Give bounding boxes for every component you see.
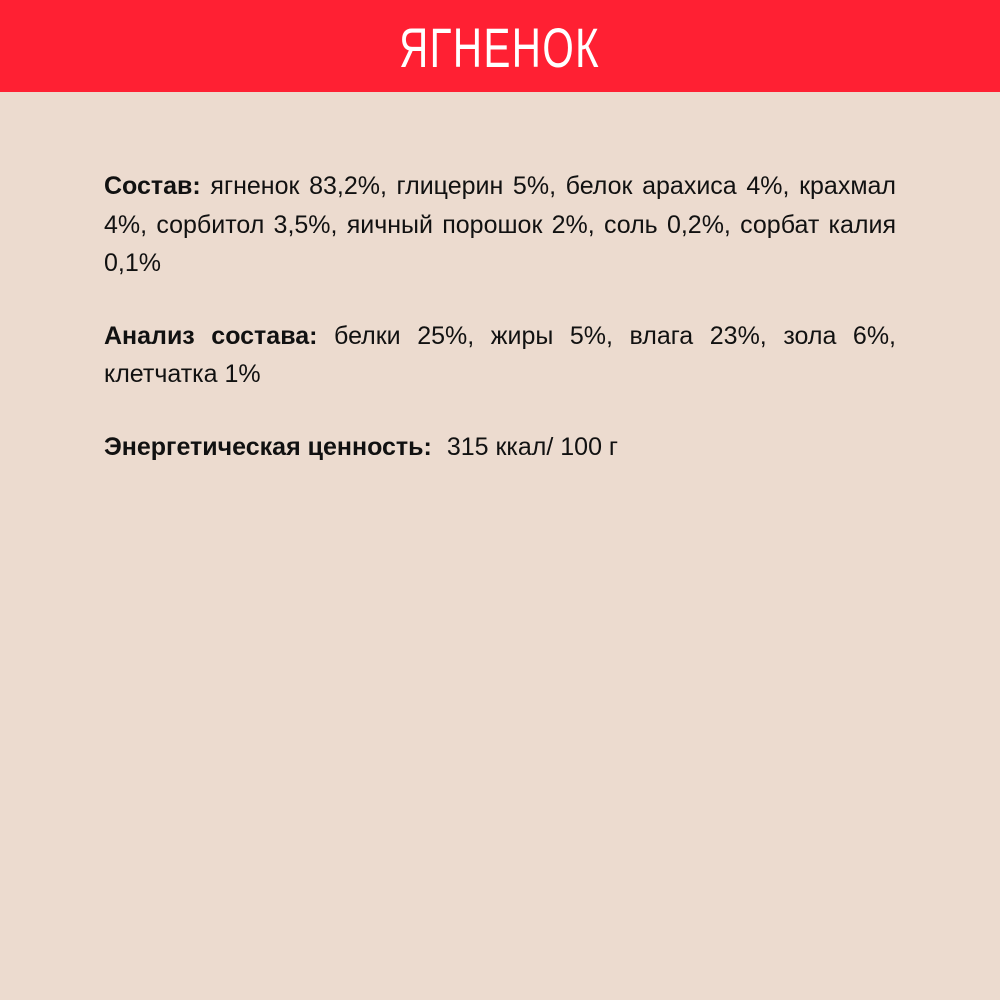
analysis-text: белки 25%, жиры 5%, влага 23%, зола 6%, клетчатка 1% bbox=[104, 321, 896, 388]
analysis-paragraph bbox=[104, 317, 896, 394]
composition-paragraph bbox=[104, 167, 896, 283]
energy-value: 315 ккал/ 100 г bbox=[446, 432, 619, 461]
energy-paragraph bbox=[104, 428, 896, 467]
product-info bbox=[104, 167, 896, 500]
composition-label: Состав: bbox=[104, 172, 201, 200]
composition-text: ягненок 83,2%, глицерин 5%, белок арахиса 4%, крахмал 4%, сорбитол 3,5%, яичный порошок 2%, соль 0,2%, сорбат калия 0,1% bbox=[104, 172, 897, 277]
analysis-label: Анализ состава: bbox=[104, 321, 318, 350]
header-bar bbox=[0, 0, 1000, 92]
page-title: ЯГНЕНОК bbox=[399, 16, 601, 79]
energy-label: Энергетическая ценность: bbox=[104, 432, 432, 461]
